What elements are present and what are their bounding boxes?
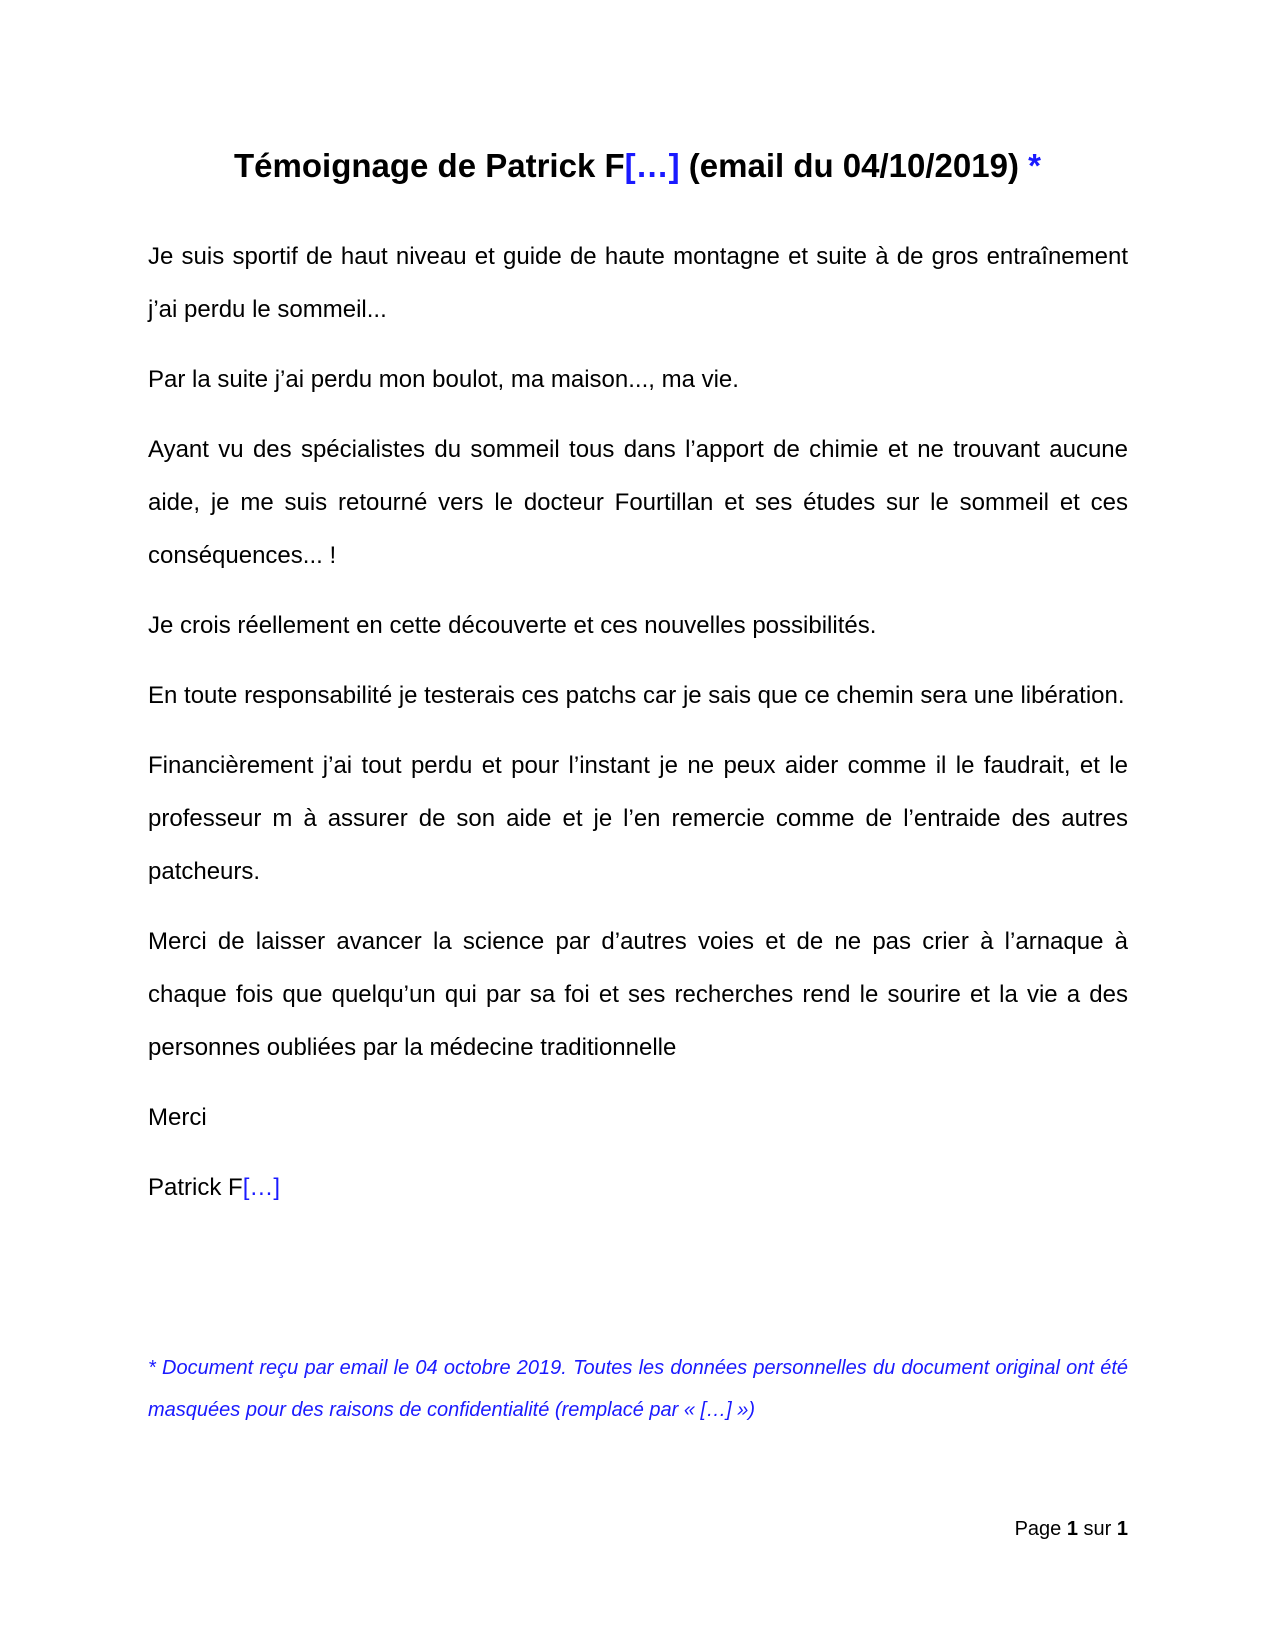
page-number [1015, 1516, 1128, 1542]
page-middle: sur [1077, 1518, 1117, 1540]
page-total: 1 [1116, 1518, 1128, 1540]
paragraph: Financièrement j’ai tout perdu et pour l’instant je ne peux aider comme il le faudrait, et le professeur m à assurer de son aide et je l’en remercie comme de l’entraide des autres patcheurs. [148, 752, 1128, 885]
document-body [148, 230, 1128, 1231]
paragraph: Je crois réellement en cette découverte et ces nouvelles possibilités. [148, 612, 877, 639]
title-email-date: (email du 04/10/2019) [679, 147, 1029, 184]
footnote: * Document reçu par email le 04 octobre 2019. Toutes les données personnelles du document original ont été masquées pour des raisons de confidentialité (remplacé par « […] ») [148, 1357, 1128, 1421]
paragraph: Par la suite j’ai perdu mon boulot, ma maison..., ma vie. [148, 366, 739, 393]
signature-redacted-marker: […] [242, 1174, 281, 1201]
title-redacted-marker: […] [624, 147, 680, 184]
paragraph: Ayant vu des spécialistes du sommeil tous dans l’apport de chimie et ne trouvant aucune aide, je me suis retourné vers le docteur Fourtillan et ses études sur le sommeil et ces conséquences... ! [148, 436, 1128, 569]
document-title [0, 146, 1275, 186]
page-prefix: Page [1014, 1518, 1067, 1540]
page-current: 1 [1066, 1518, 1078, 1540]
paragraph: Je suis sportif de haut niveau et guide de haute montagne et suite à de gros entraînement j’ai perdu le sommeil... [148, 243, 1128, 323]
title-asterisk: * [1028, 147, 1041, 184]
paragraph: Merci de laisser avancer la science par d’autres voies et de ne pas crier à l’arnaque à chaque fois que quelqu’un qui par sa foi et ses recherches rend le sourire et la vie a des personnes oubliées par la médecine traditionnelle [148, 928, 1128, 1061]
paragraph: En toute responsabilité je testerais ces patchs car je sais que ce chemin sera une libération. [148, 682, 1125, 709]
signature-name: Patrick F [148, 1174, 243, 1201]
closing-line: Merci [148, 1104, 207, 1131]
title-main: Témoignage de Patrick F [234, 147, 625, 184]
signature [148, 1161, 1128, 1214]
